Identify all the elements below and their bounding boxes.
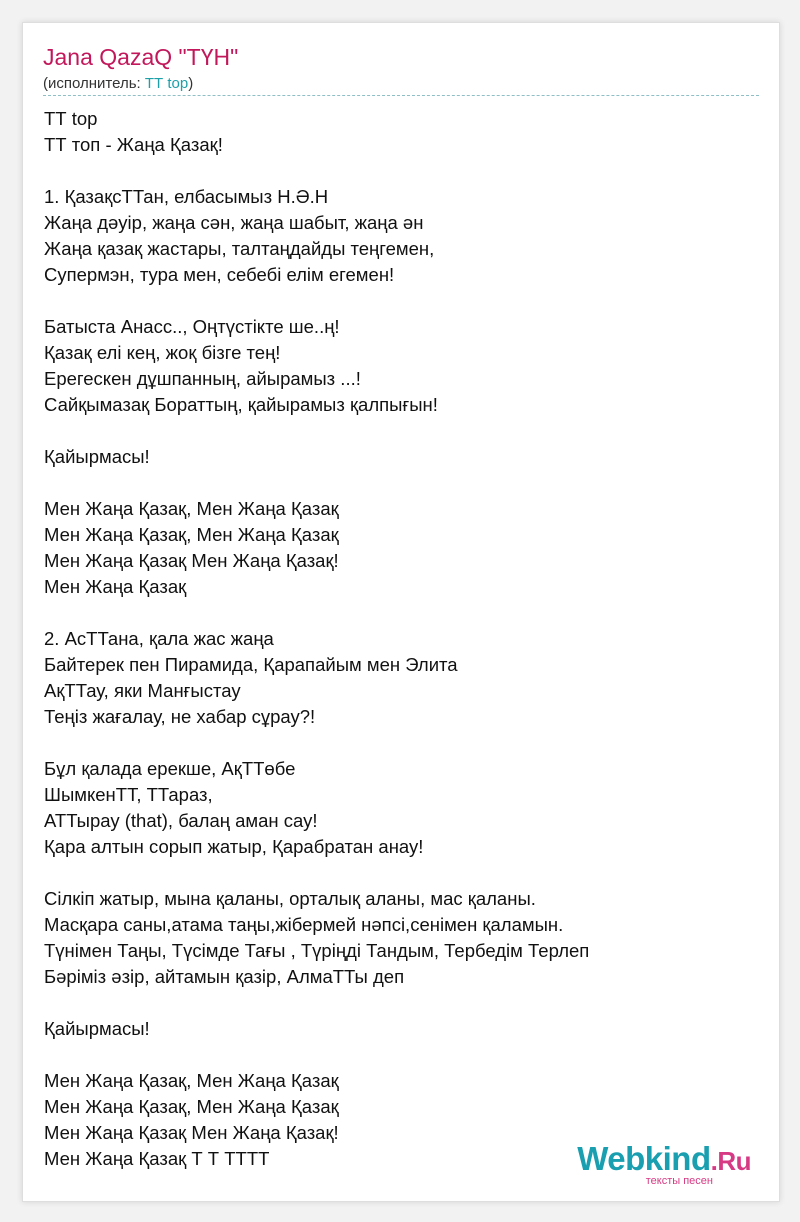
lyrics-line: 1. ҚазақсТТан, елбасымыз Н.Ә.Н	[44, 186, 329, 207]
lyrics-line: Ерегескен дұшпанның, айырамыз ...!	[44, 368, 361, 389]
brand-tagline: тексты песен	[645, 1175, 713, 1187]
lyrics-line: Мен Жаңа Қазақ, Мен Жаңа Қазақ	[44, 1070, 339, 1091]
lyrics-line: АТТырау (that), балаң аман сау!	[44, 810, 318, 831]
artist-suffix: )	[188, 75, 194, 92]
lyrics-line: Сайқымазақ Бораттың, қайырамыз қалпығын!	[44, 394, 438, 415]
lyrics-body	[44, 106, 760, 1198]
lyrics-stanza	[44, 184, 760, 288]
lyrics-line: Сілкіп жатыр, мына қаланы, орталық аланы, мас қаланы.	[44, 888, 536, 909]
lyrics-line: Бұл қалада ерекше, АқТТөбе	[44, 758, 296, 779]
lyrics-line: Жаңа дәуір, жаңа сән, жаңа шабыт, жаңа ән	[44, 212, 424, 233]
lyrics-line: 2. АсТТана, қала жас жаңа	[44, 628, 274, 649]
brand-name-tld: .Ru	[710, 1146, 751, 1176]
brand-name-main: Webkind	[577, 1140, 711, 1177]
artist-line	[43, 75, 193, 93]
lyrics-line: Супермэн, тура мен, себебі елім егемен!	[44, 264, 395, 285]
lyrics-line: Қазақ елі кең, жоқ бізге тең!	[44, 342, 281, 363]
lyrics-line: АқТТау, яки Манғыстау	[44, 680, 241, 701]
lyrics-stanza	[44, 106, 760, 158]
lyrics-line: Қайырмасы!	[44, 1018, 150, 1039]
lyrics-line: Байтерек пен Пирамида, Қарапайым мен Элита	[44, 654, 458, 675]
artist-prefix: (исполнитель:	[43, 75, 145, 92]
lyrics-line: Мен Жаңа Қазақ Мен Жаңа Қазақ!	[44, 550, 339, 571]
lyrics-line: Қайырмасы!	[44, 446, 150, 467]
lyrics-stanza	[44, 314, 760, 418]
lyrics-line: Теңіз жағалау, не хабар сұрау?!	[44, 706, 316, 727]
lyrics-line: Қара алтын сорып жатыр, Қарабратан анау!	[44, 836, 424, 857]
lyrics-stanza	[44, 756, 760, 860]
lyrics-line: Мен Жаңа Қазақ Мен Жаңа Қазақ!	[44, 1122, 339, 1143]
lyrics-line: ШымкенТТ, ТТараз,	[44, 784, 213, 805]
lyrics-line: Мен Жаңа Қазақ, Мен Жаңа Қазақ	[44, 498, 339, 519]
lyrics-line: Батыста Анасс.., Оңтүстікте ше..ң!	[44, 316, 340, 337]
lyrics-line: Мен Жаңа Қазақ Т Т ТТТТ	[44, 1148, 270, 1169]
lyrics-line: Түнімен Таңы, Түсімде Тағы , Түріңді Тандым, Тербедім Терлеп	[44, 940, 590, 961]
header-divider	[43, 95, 759, 96]
lyrics-line: Масқара саны,атама таңы,жібермей нәпсі,сенімен қаламын.	[44, 914, 564, 935]
lyrics-stanza	[44, 444, 760, 470]
webkind-logo[interactable]	[577, 1142, 751, 1187]
lyrics-line: ТТ top	[44, 108, 98, 129]
lyrics-line: Жаңа қазақ жастары, талтаңдайды теңгемен,	[44, 238, 435, 259]
lyrics-line: Мен Жаңа Қазақ, Мен Жаңа Қазақ	[44, 1096, 339, 1117]
lyrics-stanza	[44, 1016, 760, 1042]
lyrics-stanza	[44, 626, 760, 730]
lyrics-stanza	[44, 886, 760, 990]
lyrics-line: Мен Жаңа Қазақ	[44, 576, 187, 597]
lyrics-line: Бәріміз әзір, айтамын қазір, АлмаТТы деп	[44, 966, 405, 987]
lyrics-card	[22, 22, 780, 1202]
lyrics-line: Мен Жаңа Қазақ, Мен Жаңа Қазақ	[44, 524, 339, 545]
brand-name	[577, 1142, 751, 1178]
lyrics-line: ТТ топ - Жаңа Қазақ!	[44, 134, 223, 155]
lyrics-stanza	[44, 496, 760, 600]
song-title: Jana QazaQ "ТҮН"	[43, 44, 239, 70]
artist-link[interactable]: ТТ top	[144, 75, 189, 92]
